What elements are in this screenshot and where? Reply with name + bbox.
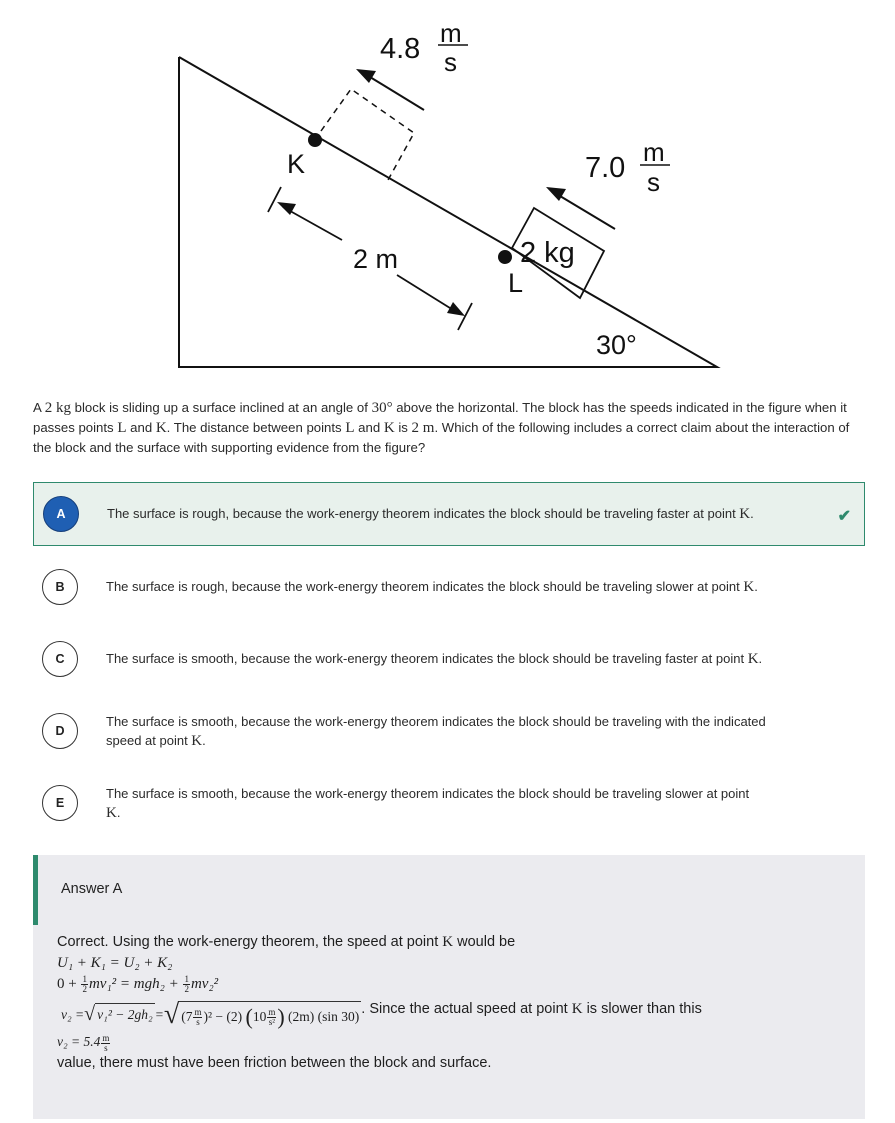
speed-label-top: 4.8	[380, 33, 421, 65]
option-e[interactable]	[33, 771, 865, 835]
distance-line-right	[397, 275, 458, 313]
incline-figure	[170, 0, 730, 380]
math-inline: L	[345, 420, 355, 436]
option-letter-badge[interactable]: E	[42, 785, 78, 821]
math-inline: K	[155, 420, 167, 436]
answer-accent-bar	[33, 855, 38, 925]
option-text: The surface is smooth, because the work-energy theorem indicates the block should be traveling faster at point K.	[106, 651, 763, 667]
math-inline: L	[117, 420, 127, 436]
distance-line-left	[283, 207, 342, 240]
math-inline: 2 kg	[44, 400, 71, 416]
distance-tick-left	[268, 187, 281, 212]
option-letter-badge[interactable]: B	[42, 569, 78, 605]
point-l-dot	[498, 250, 512, 264]
option-text: The surface is rough, because the work-energy theorem indicates the block should be traveling slower at point K.	[106, 579, 758, 595]
question-fragment: is	[394, 420, 412, 435]
distance-tick-right	[458, 303, 472, 330]
distance-label: 2 m	[353, 244, 399, 274]
math-inline: 2 m	[411, 420, 435, 436]
velocity-arrow-top	[370, 77, 424, 110]
option-b[interactable]	[33, 555, 865, 619]
equation-result: v₂ = 5.4 $\frac{m}{s}$	[57, 1032, 110, 1053]
option-a[interactable]	[33, 482, 865, 546]
explanation-panel	[33, 855, 865, 1119]
explanation-conclusion: value, there must have been friction between the block and surface.	[57, 1054, 492, 1071]
speed-unit-bottom-den: s	[647, 167, 660, 197]
answer-label: Answer A	[61, 881, 123, 897]
equation-speed: v₂ = √ v₁² − 2gh₂ = √ (7 $\frac{m}{s}$ )² − (2) (10 $\frac{m}{\text{s²}}$ ) (2m) (sin 30) . Since the actual speed at point K is slower than this	[61, 998, 702, 1030]
question-fragment: . Which of the following includes a correct claim about the interaction of the block and the surface with supporting evidence from the figure?	[33, 420, 850, 455]
math-inline: 30°	[371, 400, 393, 416]
distance-arrowhead-right	[447, 302, 465, 316]
option-d[interactable]	[33, 699, 865, 763]
speed-unit-top-num: m	[440, 18, 462, 48]
option-text: The surface is smooth, because the work-energy theorem indicates the block should be traveling with the indicated speed at point K.	[106, 713, 766, 749]
option-letter-badge[interactable]: C	[42, 641, 78, 677]
speed-unit-bottom-num: m	[643, 137, 665, 167]
question-fragment: block is sliding up a surface inclined at an angle of	[70, 400, 372, 415]
math-inline: K	[383, 420, 395, 436]
option-text: The surface is rough, because the work-energy theorem indicates the block should be traveling faster at point K.	[107, 506, 754, 522]
point-k-dot	[308, 133, 322, 147]
option-letter-badge[interactable]: A	[43, 496, 79, 532]
question-fragment: and	[126, 420, 156, 435]
question-fragment: and	[354, 420, 384, 435]
angle-label: 30°	[596, 330, 637, 360]
question-fragment: . The distance between points	[166, 420, 346, 435]
explanation-intro: Correct. Using the work-energy theorem, the speed at point K would be	[57, 934, 516, 950]
equation-expanded: 0 + $\frac{1}{2}$ mv₁² = mgh₂ + $\frac{1}{2}$ mv₂²	[57, 974, 219, 995]
question-fragment: above the horizontal. The block has the speeds indicated in the figure when it passes points	[33, 400, 847, 435]
option-c[interactable]	[33, 627, 865, 691]
equation-energy: U₁ + K₁ = U₂ + K₂	[57, 955, 173, 971]
point-l-label: L	[508, 268, 524, 298]
incline-triangle	[179, 57, 717, 367]
arrowhead-top	[356, 69, 376, 83]
option-text: The surface is smooth, because the work-energy theorem indicates the block should be traveling slower at point K.	[106, 785, 750, 821]
checkmark-icon: ✔	[837, 508, 851, 525]
option-letter-badge[interactable]: D	[42, 713, 78, 749]
mass-label: 2 kg	[520, 237, 575, 269]
point-k-label: K	[287, 149, 306, 179]
question-fragment: A	[33, 400, 45, 415]
speed-label-bottom: 7.0	[585, 152, 626, 184]
incline-diagram	[170, 0, 730, 380]
question-text	[33, 398, 863, 458]
velocity-arrow-bottom	[560, 196, 615, 229]
explanation-body	[57, 932, 847, 1074]
speed-unit-top-den: s	[444, 47, 457, 77]
